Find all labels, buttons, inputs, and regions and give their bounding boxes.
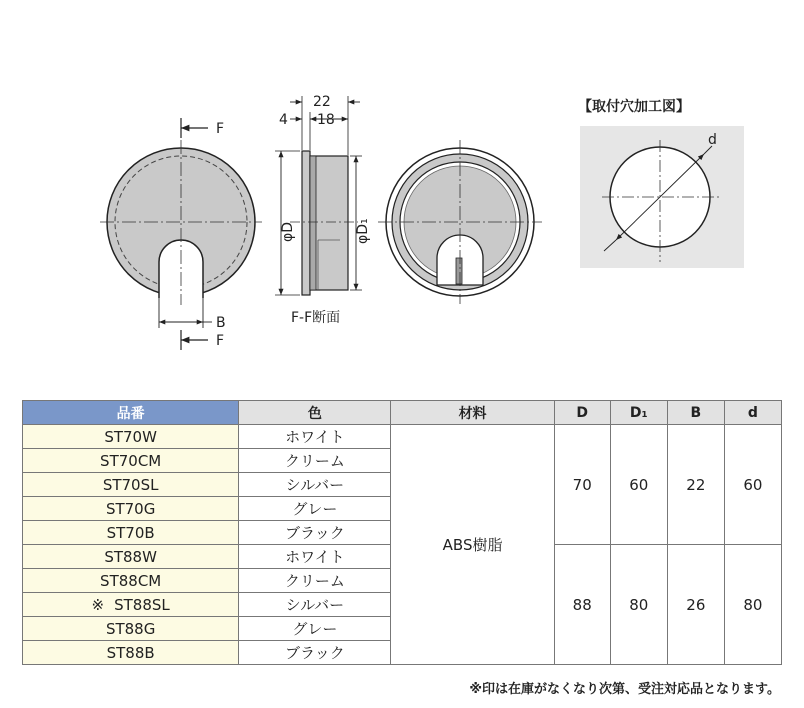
header-color: 色 (239, 401, 391, 425)
part-color: クリーム (239, 449, 391, 473)
header-material: 材料 (391, 401, 554, 425)
part-code: ST70G (23, 497, 239, 521)
part-color: グレー (239, 617, 391, 641)
part-code: ST88G (23, 617, 239, 641)
section-label: F-F断面 (291, 310, 341, 326)
dim-22: 22 (313, 94, 331, 110)
part-color: ブラック (239, 521, 391, 545)
back-view-drawing (378, 140, 542, 304)
value-b: 22 (667, 425, 724, 545)
part-color: ホワイト (239, 545, 391, 569)
value-hole-d: 80 (724, 545, 781, 665)
part-color: クリーム (239, 569, 391, 593)
value-d: 70 (554, 425, 610, 545)
header-d1: D₁ (610, 401, 667, 425)
part-color: グレー (239, 497, 391, 521)
front-view-drawing (100, 118, 262, 350)
material-cell: ABS樹脂 (391, 425, 554, 665)
value-d1: 80 (610, 545, 667, 665)
part-code: ST70CM (23, 449, 239, 473)
value-d1: 60 (610, 425, 667, 545)
table-header-row (23, 401, 782, 425)
spec-table (22, 400, 782, 665)
header-d-hole: d (724, 401, 781, 425)
label-b: B (216, 315, 226, 331)
value-d: 88 (554, 545, 610, 665)
header-part-number: 品番 (23, 401, 239, 425)
part-code: ST88SL (114, 595, 170, 614)
header-b: B (667, 401, 724, 425)
part-color: ブラック (239, 641, 391, 665)
mount-hole-title: 【取付穴加工図】 (578, 99, 690, 115)
part-color: シルバー (239, 473, 391, 497)
part-code: ST70SL (23, 473, 239, 497)
label-d: d (708, 132, 717, 148)
value-hole-d: 60 (724, 425, 781, 545)
label-phi-d1: φD₁ (355, 218, 371, 244)
label-phi-d: φD (280, 221, 296, 242)
dim-4: 4 (279, 112, 288, 128)
order-mark: ※ (91, 595, 105, 614)
part-code: ST70W (23, 425, 239, 449)
part-color: ホワイト (239, 425, 391, 449)
dim-18: 18 (317, 112, 335, 128)
table-row (23, 425, 782, 449)
part-code: ST88CM (23, 569, 239, 593)
part-code: ST70B (23, 521, 239, 545)
mounting-hole-drawing (580, 126, 744, 268)
part-code: ST88B (23, 641, 239, 665)
footnote: ※印は在庫がなくなり次第、受注対応品となります。 (469, 682, 780, 697)
label-f-bottom: F (216, 333, 225, 349)
header-d-outer: D (554, 401, 610, 425)
label-f-top: F (216, 121, 225, 137)
part-code: ST88W (23, 545, 239, 569)
part-color: シルバー (239, 593, 391, 617)
part-code-cell (23, 593, 239, 617)
value-b: 26 (667, 545, 724, 665)
